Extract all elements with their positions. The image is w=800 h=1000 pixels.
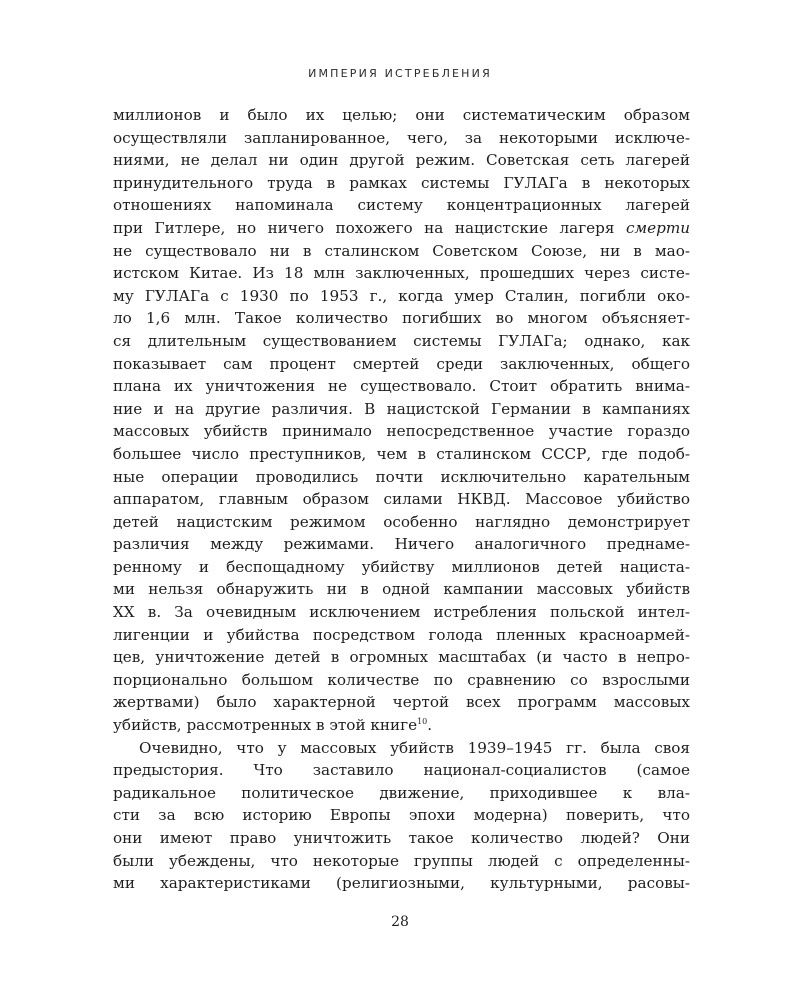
period: . bbox=[427, 716, 433, 735]
text-line: массовых убийств принимало непосредственное участие гораздо bbox=[113, 422, 690, 441]
text-line: му ГУЛАГа с 1930 по 1953 г., когда умер Сталин, погибли око- bbox=[113, 286, 690, 305]
text-segment: при Гитлере, но ничего похожего на нацистские лагеря bbox=[113, 218, 615, 237]
text-line: цев, уничтожение детей в огромных масштабах (и часто в непро- bbox=[113, 648, 690, 667]
text-line: ние и на другие различия. В нацистской Германии в кампаниях bbox=[113, 399, 690, 418]
text-line: ные операции проводились почти исключительно карательным bbox=[113, 467, 690, 486]
text-segment: убийств, рассмотренных в этой книге bbox=[113, 716, 418, 735]
text-line: большее число преступников, чем в сталинском СССР, где подоб- bbox=[113, 444, 690, 463]
text-line: предыстория. Что заставило национал-социалистов (самое bbox=[113, 761, 690, 780]
text-line bbox=[113, 217, 690, 240]
text-line: не существовало ни в сталинском Советском Союзе, ни в мао- bbox=[113, 241, 690, 260]
text-line: жертвами) было характерной чертой всех программ массовых bbox=[113, 693, 690, 712]
text-line: плана их уничтожения не существовало. Стоит обратить внима- bbox=[113, 377, 690, 396]
text-line: принудительного труда в рамках системы ГУЛАГа в некоторых bbox=[113, 173, 690, 192]
italic-word: смерти bbox=[626, 218, 690, 237]
text-line: порционально большом количестве по сравнению со взрослыми bbox=[113, 670, 690, 689]
text-line: радикальное политическое движение, приходившее к вла- bbox=[113, 783, 690, 802]
footnote-ref[interactable]: 10 bbox=[417, 717, 428, 727]
text-line: ренному и беспощадному убийству миллионов детей нациста- bbox=[113, 557, 690, 576]
text-line: различия между режимами. Ничего аналогичного преднаме- bbox=[113, 535, 690, 554]
text-line: были убеждены, что некоторые группы людей с определенны- bbox=[113, 851, 690, 870]
paragraph-first-line: Очевидно, что у массовых убийств 1939–1945 гг. была своя bbox=[139, 738, 690, 757]
page-number: 28 bbox=[391, 914, 409, 930]
text-line: показывает сам процент смертей среди заключенных, общего bbox=[113, 354, 690, 373]
text-line: осуществляли запланированное, чего, за некоторыми исключе- bbox=[113, 128, 690, 147]
running-head: ИМПЕРИЯ ИСТРЕБЛЕНИЯ bbox=[308, 67, 492, 80]
text-line: аппаратом, главным образом силами НКВД. Массовое убийство bbox=[113, 490, 690, 509]
text-line: отношениях напоминала систему концентрационных лагерей bbox=[113, 196, 690, 215]
text-line: они имеют право уничтожить такое количество людей? Они bbox=[113, 829, 690, 847]
text-line: XX в. За очевидным исключением истребления польской интел- bbox=[113, 603, 690, 622]
body-text bbox=[113, 104, 690, 895]
text-line: истском Китае. Из 18 млн заключенных, прошедших через систе- bbox=[113, 264, 690, 283]
text-line: сти за всю историю Европы эпохи модерна) поверить, что bbox=[113, 806, 690, 825]
text-line: ми нельзя обнаружить ни в одной кампании массовых убийств bbox=[113, 580, 690, 599]
paragraph-last-line bbox=[113, 714, 690, 737]
text-line: ся длительным существованием системы ГУЛАГа; однако, как bbox=[113, 331, 690, 350]
text-line: детей нацистским режимом особенно наглядно демонстрирует bbox=[113, 512, 690, 531]
text-line: ниями, не делал ни один другой режим. Советская сеть лагерей bbox=[113, 151, 690, 170]
text-line: миллионов и было их целью; они систематическим образом bbox=[113, 106, 690, 124]
text-line: лигенции и убийства посредством голода пленных красноармей- bbox=[113, 625, 690, 644]
text-line: ло 1,6 млн. Такое количество погибших во многом объясняет- bbox=[113, 309, 690, 328]
text-line: ми характеристиками (религиозными, культурными, расовы- bbox=[113, 874, 690, 893]
